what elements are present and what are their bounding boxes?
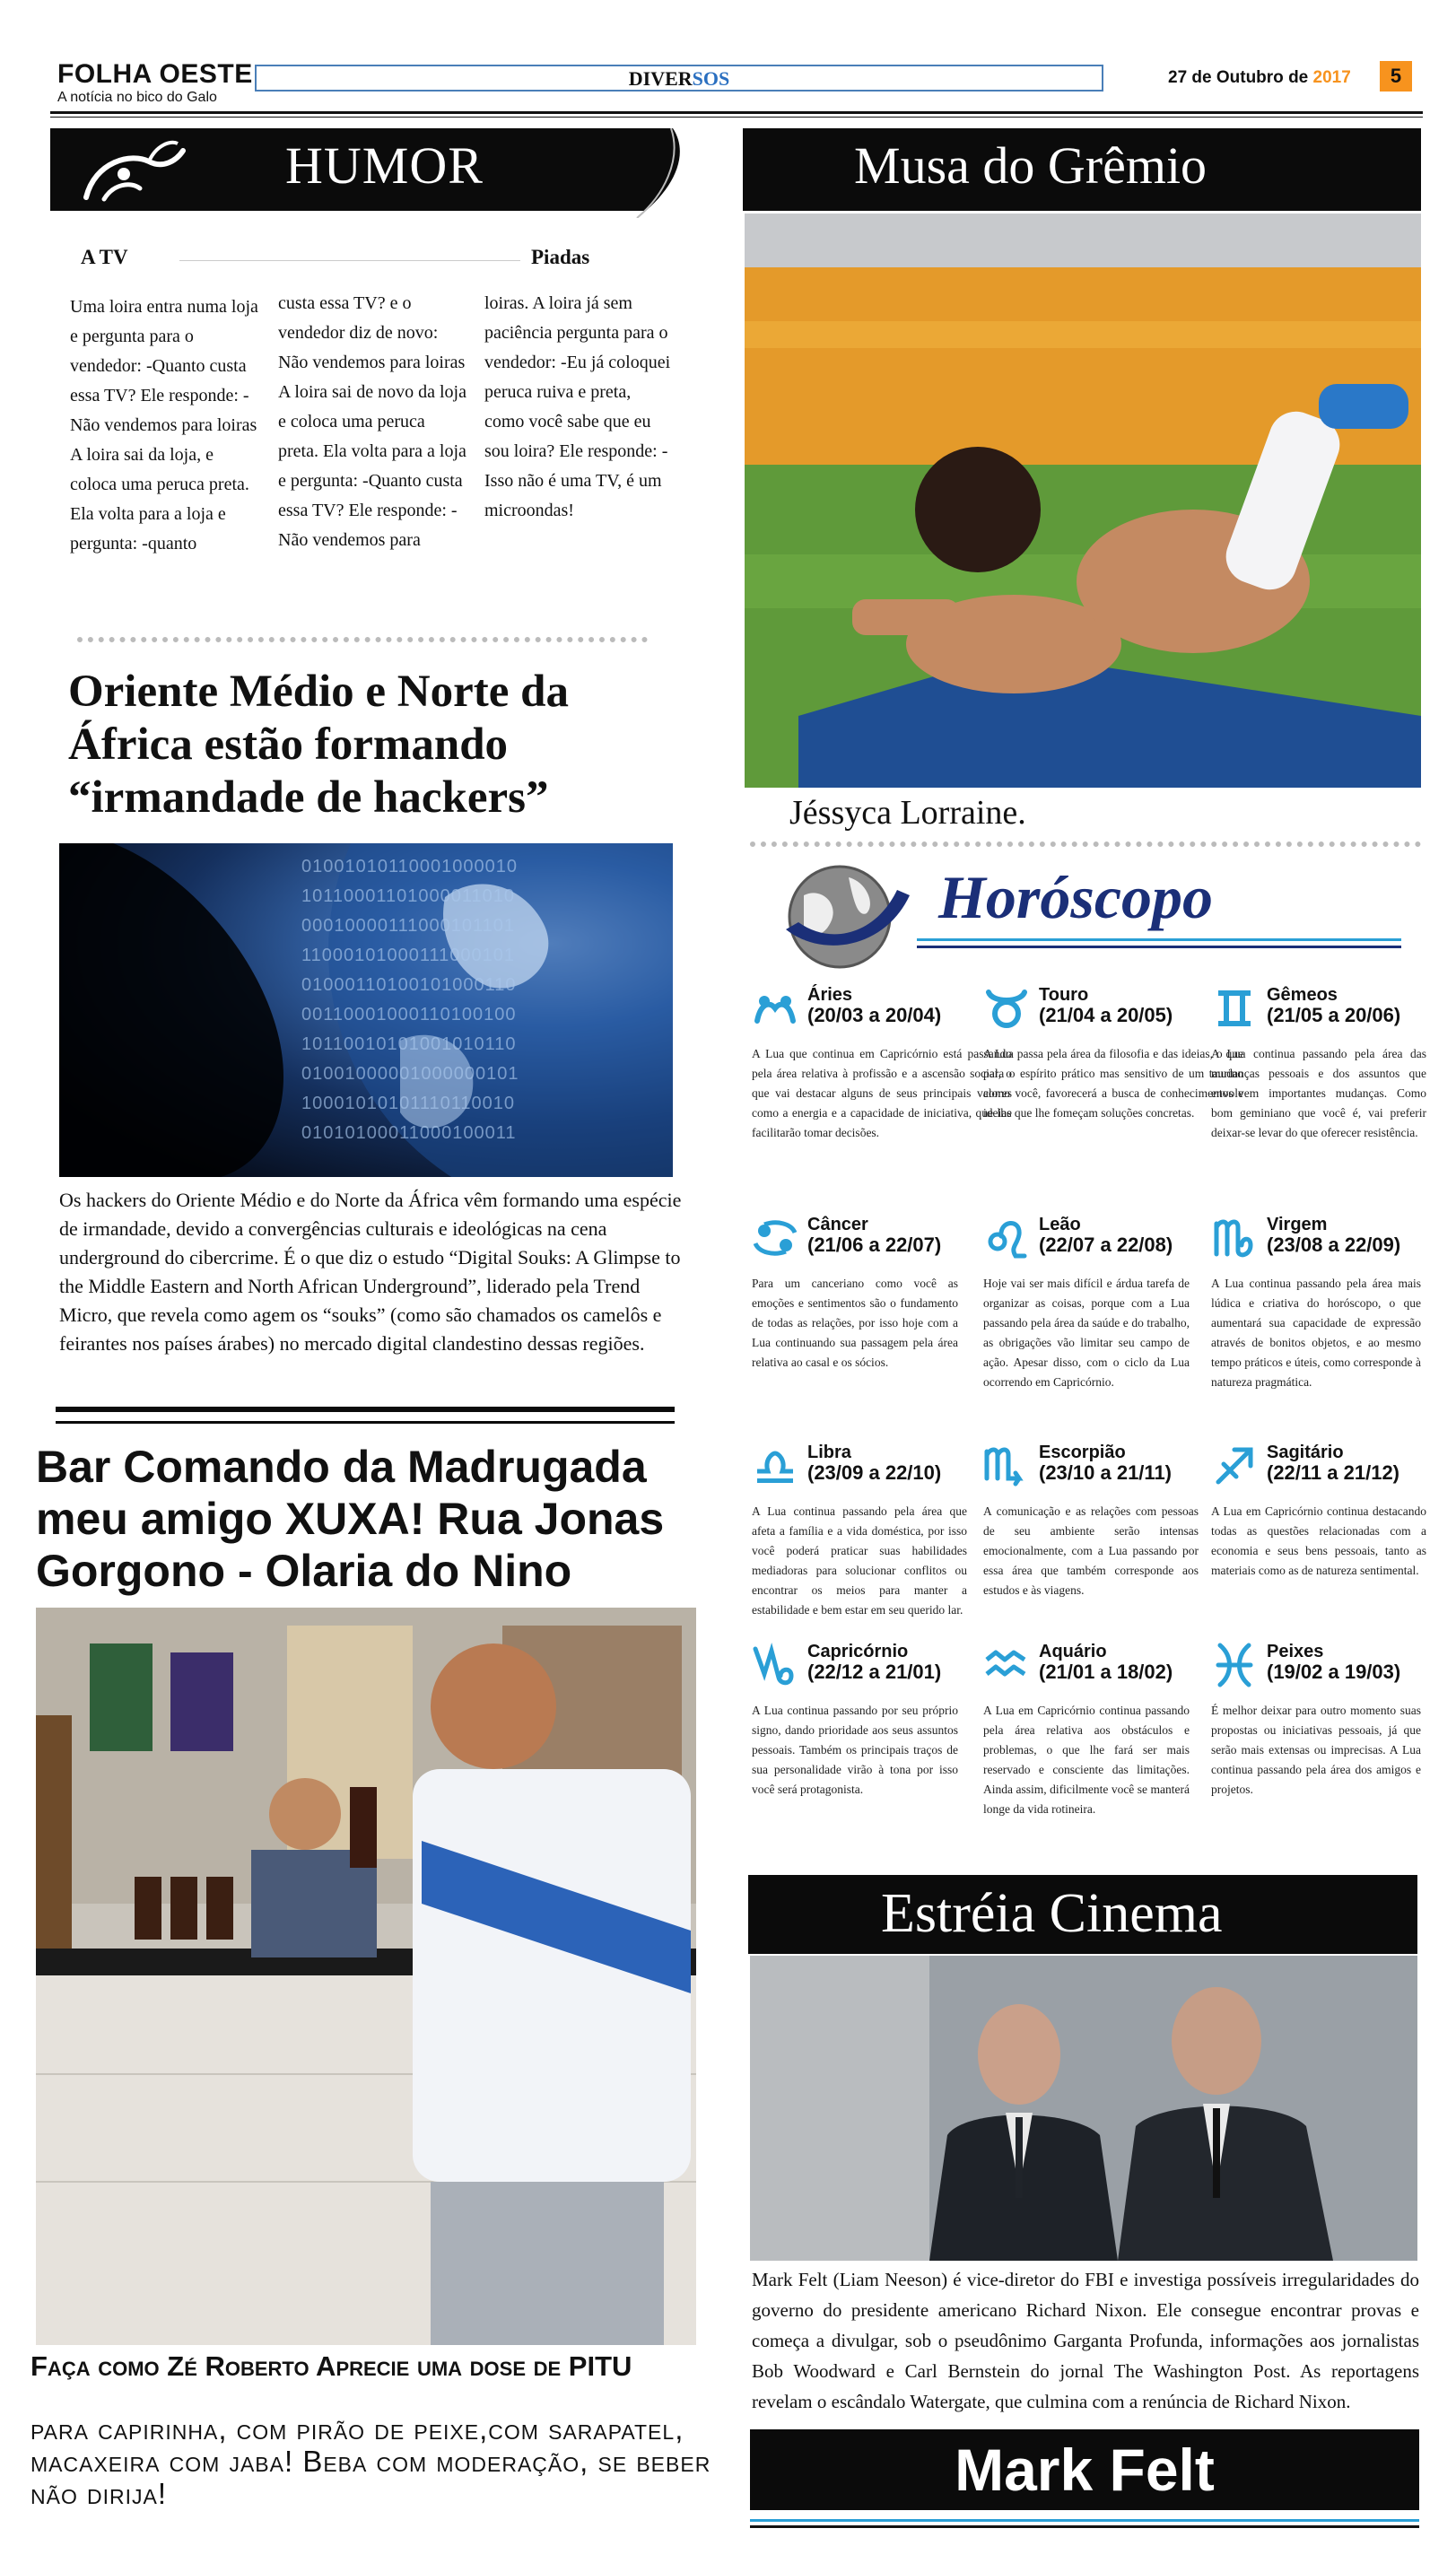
humor-column-2: custa essa TV? e o vendedor diz de novo: Não vendemos para loiras A loira sai de novo da loja e coloca uma peruca preta. Ela volta para a loja e pergunta: -Quanto custa essa TV? Ele responde: -Não vendemos para	[278, 293, 466, 550]
libra-icon	[752, 1443, 798, 1489]
sign-text: É melhor deixar para outro momento suas propostas ou iniciativas pessoais, já que serão mais extensas ou imprecisas. A Lua continua passando pela área dos amigos e projetos.	[1211, 1704, 1421, 1796]
sign-dates: (22/07 a 22/08)	[1039, 1234, 1173, 1256]
sign-text: A Lua em Capricórnio continua passando pela área relativa aos obstáculos e problemas, o que lhe fará ser mais reservado e consciente das limitações. Ainda assim, dificilmente você se manterá longe da vida rotineira.	[983, 1704, 1190, 1816]
sign-name: Capricórnio	[807, 1642, 909, 1661]
issue-date	[1168, 68, 1351, 88]
sign-dates: (23/08 a 22/09)	[1267, 1234, 1401, 1256]
cinema-title: Estréia Cinema	[881, 1883, 1223, 1944]
sign-text: A Lua continua passando pela área que afeta a família e a vida doméstica, por isso você poderá praticar suas habilidades mediadoras para solucionar conflitos ou encontrar os meios para manter a estabilidade e bem estar em seu querido lar.	[752, 1504, 967, 1617]
sign-dates: (21/01 a 18/02)	[1039, 1661, 1173, 1683]
cinema-still	[750, 1956, 1417, 2261]
musa-title: Musa do Grêmio	[854, 136, 1208, 195]
taurus-icon	[983, 985, 1030, 1032]
humor-logo-icon	[77, 135, 188, 208]
hackers-image	[59, 843, 673, 1177]
sign-name: Aquário	[1039, 1642, 1107, 1661]
sign-dates: (21/05 a 20/06)	[1267, 1004, 1401, 1026]
footer-rule-2	[750, 2525, 1419, 2528]
sign-name: Sagitário	[1267, 1443, 1344, 1462]
sign-text: A Lua continua passando pela área mais lúdica e criativa do horóscopo, o que aumentará sua capacidade de expressão através de bonitos objetos, e ao mesmo tempo práticos e úteis, como corresponde à natureza pragmática.	[1211, 1277, 1421, 1389]
hackers-body: Os hackers do Oriente Médio e do Norte da África vêm formando uma espécie de irmandade, devido a convergências culturais e ideológicas na cena underground do cibercrime. É o que diz o estudo “Digital Souks: A Glimpse to the Middle Eastern and North African Underground”, liderado pela Trend Micro, que revela como agem os “souks” (como são chamados os camelôs e feirantes nos países árabes) no mercado digital clandestino dessas regiões.	[59, 1189, 682, 1355]
sign-text: A Lua em Capricórnio continua destacando todas as questões relacionadas com a economia e seus bens pessoais, tanto as materiais como as de natureza sentimental.	[1211, 1504, 1426, 1577]
horoscope-globe-icon	[786, 859, 911, 971]
sign-name: Câncer	[807, 1215, 868, 1234]
humor-title: HUMOR	[285, 136, 484, 195]
aquarius-icon	[983, 1642, 1030, 1688]
sign-dates: (19/02 a 19/03)	[1267, 1661, 1401, 1683]
header-rule-thin	[50, 117, 1423, 118]
humor-title-rule	[179, 260, 520, 261]
sign-text: A Lua continua passando pela área das mudanças pessoais e dos assuntos que envolvem importantes mudanças. Como bom geminiano que você é, vai preferir deixar-se levar do que oferecer resistência.	[1211, 1047, 1426, 1139]
sign-name: Escorpião	[1039, 1443, 1126, 1462]
sign-dates: (21/04 a 20/05)	[1039, 1004, 1173, 1026]
hackers-rule-bottom	[56, 1421, 675, 1424]
humor-divider	[77, 637, 648, 642]
bar-photo	[36, 1608, 696, 2345]
musa-caption: Jéssyca Lorraine.	[789, 794, 1026, 832]
bar-promo-title: Faça como Zé Roberto Aprecie uma dose de PITU	[31, 2350, 632, 2382]
sign-name: Peixes	[1267, 1642, 1324, 1661]
masthead-tagline: A notícia no bico do Galo	[57, 90, 217, 105]
horoscope-title: Horóscopo	[938, 863, 1213, 931]
sign-dates: (22/12 a 21/01)	[807, 1661, 942, 1683]
binary-row: 11000101000111000101	[301, 946, 516, 965]
horoscope-sign-virgo	[1211, 1215, 1421, 1392]
horoscope-sign-sagittarius	[1211, 1443, 1426, 1581]
sign-text: Hoje vai ser mais difícil e árdua tarefa de organizar as coisas, porque com a Lua passando pela área da saúde e do trabalho, as obrigações vão limitar seu campo de ação. Apesar disso, com o ciclo da Lua ocorrendo em Capricórnio.	[983, 1277, 1190, 1389]
sign-text: A Lua que continua em Capricórnio está passando pela área relativa à profissão e a ascensão social, o que vai destacar alguns de seus principais valores como a energia e a capacidade de iniciativa, que lhe facilitarão tomar decisões.	[752, 1047, 1012, 1139]
horoscope-sign-libra	[752, 1443, 967, 1620]
horoscope-rule-2	[917, 946, 1401, 948]
cinema-body: Mark Felt (Liam Neeson) é vice-diretor do FBI e investiga possíveis irregularidades do governo do presidente americano Richard Nixon. Ele consegue encontrar provas e começa a divulgar, sob o pseudônimo Garganta Profunda, informações aos jornalistas Bob Woodward e Carl Bernstein do jornal The Washington Post. As reportagens revelam o escândalo Watergate, que culmina com a renúncia de Richard Nixon.	[752, 2269, 1419, 2412]
horoscope-sign-pisces	[1211, 1642, 1421, 1800]
humor-col-title-1: A TV	[81, 246, 128, 268]
sign-text: A comunicação e as relações com pessoas de seu ambiente serão intensas emocionalmente, com a Lua passando por essa área que também corresponde aos estudos e às viagens.	[983, 1504, 1199, 1597]
binary-overlay	[301, 852, 519, 1148]
horoscope-sign-aries	[752, 985, 1012, 1143]
horoscope-sign-cancer	[752, 1215, 958, 1373]
sign-dates: (23/10 a 21/11)	[1039, 1461, 1173, 1484]
section-box	[255, 65, 1103, 92]
bar-photo-illustration	[36, 1608, 696, 2345]
sign-text: Para um canceriano como você as emoções e sentimentos são o fundamento de todas as relações, por isso hoje com a Lua continuando sua passagem pela área relativa ao casal e os sócios.	[752, 1277, 958, 1369]
musa-photo	[745, 214, 1421, 788]
humor-col-title-2: Piadas	[531, 246, 590, 268]
binary-row: 01001010110001000010	[301, 857, 518, 876]
sagittarius-icon	[1211, 1443, 1258, 1489]
sign-name: Leão	[1039, 1215, 1081, 1234]
gemini-icon	[1211, 985, 1258, 1032]
sign-text: A Lua passa pela área da filosofia e das ideias, o que para o espírito prático mas sensitivo de um taurino como você, favorecerá a busca de conhecimentos e ideias que lhe fomeçam soluções concretas.	[983, 1047, 1243, 1120]
horoscope-sign-gemini	[1211, 985, 1426, 1143]
issue-date-text: 27 de Outubro de	[1168, 68, 1313, 87]
binary-row: 10110001101000011010	[301, 886, 516, 906]
virgo-icon	[1211, 1215, 1258, 1261]
cinema-still-illustration	[750, 1956, 1417, 2261]
leo-icon	[983, 1215, 1030, 1261]
binary-row: 10110010101001010110	[301, 1034, 517, 1054]
sign-name: Libra	[807, 1443, 851, 1462]
sign-dates: (23/09 a 22/10)	[807, 1461, 942, 1484]
sign-name: Gêmeos	[1267, 985, 1338, 1005]
capricorn-icon	[752, 1642, 798, 1688]
film-title: Mark Felt	[955, 2437, 1215, 2503]
sign-name: Áries	[807, 985, 853, 1005]
sign-text: A Lua continua passando por seu próprio signo, dando prioridade aos seus assuntos pessoais. Também os principais traços de sua personalidade virão à tona por isso você será protagonista.	[752, 1704, 958, 1796]
humor-column-1: Uma loira entra numa loja e pergunta para o vendedor: -Quanto custa essa TV? Ele responde: -Não vendemos para loiras A loira sai da loja, e coloca uma peruca preta. Ela volta para a loja e pergunta: -quanto	[70, 297, 258, 554]
cancer-icon	[752, 1215, 798, 1261]
musa-photo-illustration	[745, 214, 1421, 788]
masthead-brand: FOLHA OESTE	[57, 59, 253, 89]
binary-row: 00010000111000101101	[301, 916, 516, 936]
musa-divider	[750, 841, 1421, 847]
sign-dates: (20/03 a 20/04)	[807, 1004, 942, 1026]
sign-dates: (21/06 a 22/07)	[807, 1234, 942, 1256]
scorpio-icon	[983, 1443, 1030, 1489]
sign-name: Touro	[1039, 985, 1089, 1005]
footer-rule-1	[750, 2519, 1419, 2522]
sign-name: Virgem	[1267, 1215, 1328, 1234]
horoscope-sign-taurus	[983, 985, 1243, 1123]
section-label-a: DIVER	[628, 67, 693, 90]
horoscope-sign-aquarius	[983, 1642, 1190, 1819]
hackers-rule-top	[56, 1407, 675, 1412]
sign-dates: (22/11 a 21/12)	[1267, 1461, 1400, 1484]
aries-icon	[752, 985, 798, 1032]
bar-promo-body: para capirinha, com pirão de peixe,com sarapatel, macaxeira com jaba! Beba com moderação, se beber não dirija!	[31, 2412, 711, 2510]
binary-row: 10001010101110110010	[301, 1094, 516, 1113]
humor-banner-wave	[502, 128, 745, 218]
page-number: 5	[1380, 61, 1412, 92]
binary-row: 01010100011000100011	[301, 1123, 517, 1143]
issue-date-year: 2017	[1312, 68, 1351, 87]
hackers-headline: Oriente Médio e Norte da África estão formando “irmandade de hackers”	[68, 667, 569, 823]
section-label-b: SOS	[692, 67, 730, 90]
horoscope-sign-capricorn	[752, 1642, 958, 1800]
humor-column-3: loiras. A loira já sem paciência pergunta para o vendedor: -Eu já coloquei peruca ruiva e preta, como você sabe que eu sou loira? Ele responde: -Isso não é uma TV, é um microondas!	[484, 293, 671, 520]
bar-headline: Bar Comando da Madrugada meu amigo XUXA! Rua Jonas Gorgono - Olaria do Nino	[36, 1442, 665, 1596]
binary-row: 01001000001000000101	[301, 1064, 519, 1084]
pisces-icon	[1211, 1642, 1258, 1688]
binary-row: 01000110100101000110	[301, 975, 517, 995]
horoscope-sign-scorpio	[983, 1443, 1199, 1600]
horoscope-sign-leo	[983, 1215, 1190, 1392]
horoscope-rule-1	[917, 938, 1401, 941]
binary-row: 00110001000110100100	[301, 1005, 517, 1024]
header-rule	[50, 111, 1423, 114]
